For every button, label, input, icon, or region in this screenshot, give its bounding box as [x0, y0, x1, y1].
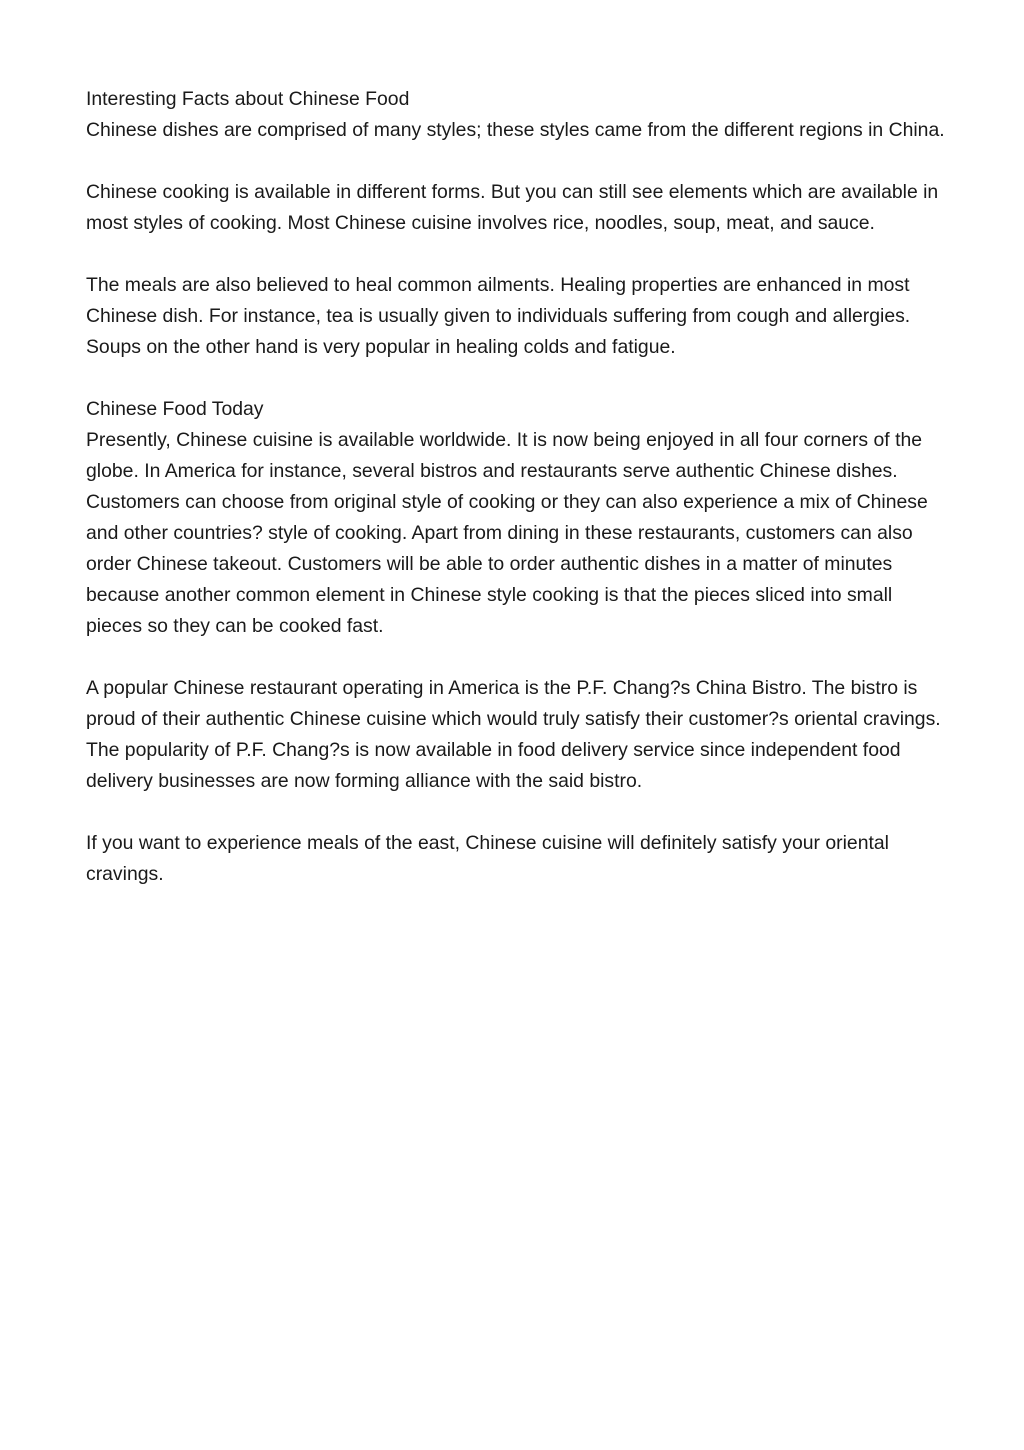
section-1-block	[86, 84, 946, 146]
paragraph: A popular Chinese restaurant operating in America is the P.F. Chang?s China Bistro. The bistro is proud of their authentic Chinese cuisine which would truly satisfy their customer?s oriental cravings. The popularity of P.F. Chang?s is now available in food delivery service since independent food delivery businesses are now forming alliance with the said bistro.	[86, 677, 941, 792]
paragraph: If you want to experience meals of the east, Chinese cuisine will definitely satisfy your oriental cravings.	[86, 832, 889, 885]
paragraph: Chinese cooking is available in different forms. But you can still see elements which are available in most styles of cooking. Most Chinese cuisine involves rice, noodles, soup, meat, and sauce.	[86, 181, 939, 234]
section-heading-chinese-food-today: Chinese Food Today	[86, 398, 264, 420]
section-heading-interesting-facts: Interesting Facts about Chinese Food	[86, 88, 410, 110]
section-2-block	[86, 394, 946, 642]
paragraph: Chinese dishes are comprised of many styles; these styles came from the different regions in China.	[86, 119, 945, 141]
paragraph: Presently, Chinese cuisine is available worldwide. It is now being enjoyed in all four corners of the globe. In America for instance, several bistros and restaurants serve authentic Chinese dishes. Customers can choose from original style of cooking or they can also experience a mix of Chinese and other countries? style of cooking. Apart from dining in these restaurants, customers can also order Chinese takeout. Customers will be able to order authentic dishes in a matter of minutes because another common element in Chinese style cooking is that the pieces sliced into small pieces so they can be cooked fast.	[86, 429, 928, 637]
document-body	[86, 84, 946, 890]
paragraph: The meals are also believed to heal common ailments. Healing properties are enhanced in most Chinese dish. For instance, tea is usually given to individuals suffering from cough and allergies. Soups on the other hand is very popular in healing colds and fatigue.	[86, 274, 911, 358]
